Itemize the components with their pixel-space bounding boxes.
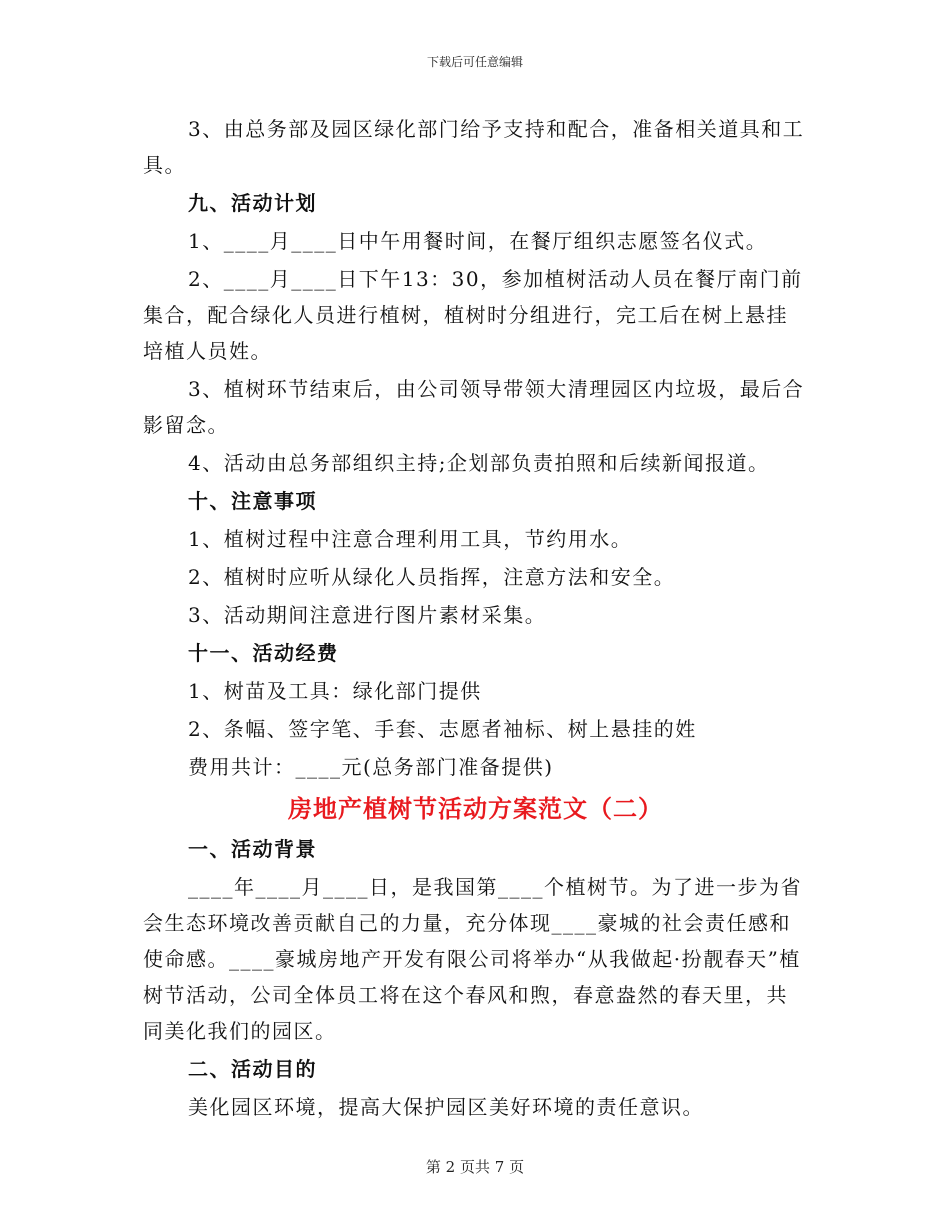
section-heading: 十、注意事项 [188,489,317,513]
paragraph: 2、条幅、签字笔、手套、志愿者袖标、树上悬挂的姓 [188,717,697,741]
page-header: 下载后可任意编辑 [426,55,523,69]
section-heading: 十一、活动经费 [188,641,339,665]
paragraph: 3、由总务部及园区绿化部门给予支持和配合，准备相关道具和工具。 [143,117,805,177]
document-title: 房地产植树节活动方案范文（二） [288,794,663,823]
paragraph: 1、植树过程中注意合理利用工具，节约用水。 [188,527,633,551]
section-heading: 一、活动背景 [188,837,317,861]
paragraph: 3、植树环节结束后，由公司领导带领大清理园区内垃圾，最后合影留念。 [143,377,805,437]
document-body [143,111,808,1127]
paragraph: 3、活动期间注意进行图片素材采集。 [188,603,547,627]
paragraph: 1、____月____日中午用餐时间，在餐厅组织志愿签名仪式。 [188,229,768,253]
page-footer: 第 2 页共 7 页 [425,1158,525,1176]
paragraph: 4、活动由总务部组织主持;企划部负责拍照和后续新闻报道。 [188,451,770,475]
section-heading: 二、活动目的 [188,1057,317,1081]
paragraph: 美化园区环境，提高大保护园区美好环境的责任意识。 [188,1095,704,1119]
section-heading: 九、活动计划 [188,191,317,215]
paragraph: 费用共计：____元(总务部门准备提供) [188,755,554,779]
paragraph: ____年____月____日，是我国第____个植树节。为了进一步为省会生态环境改善贡献自己的力量，充分体现____豪城的社会责任感和使命感。____豪城房地产开发有限公司将举办“从我做起·扮靓春天”植树节活动，公司全体员工将在这个春风和煦，春意盎然的春天里，共同美化我们的园区。 [143,875,802,1043]
paragraph: 2、植树时应听从绿化人员指挥，注意方法和安全。 [188,565,676,589]
paragraph: 2、____月____日下午13：30，参加植树活动人员在餐厅南门前集合，配合绿化人员进行植树，植树时分组进行，完工后在树上悬挂培植人员姓。 [143,267,803,363]
paragraph: 1、树苗及工具：绿化部门提供 [188,679,482,703]
